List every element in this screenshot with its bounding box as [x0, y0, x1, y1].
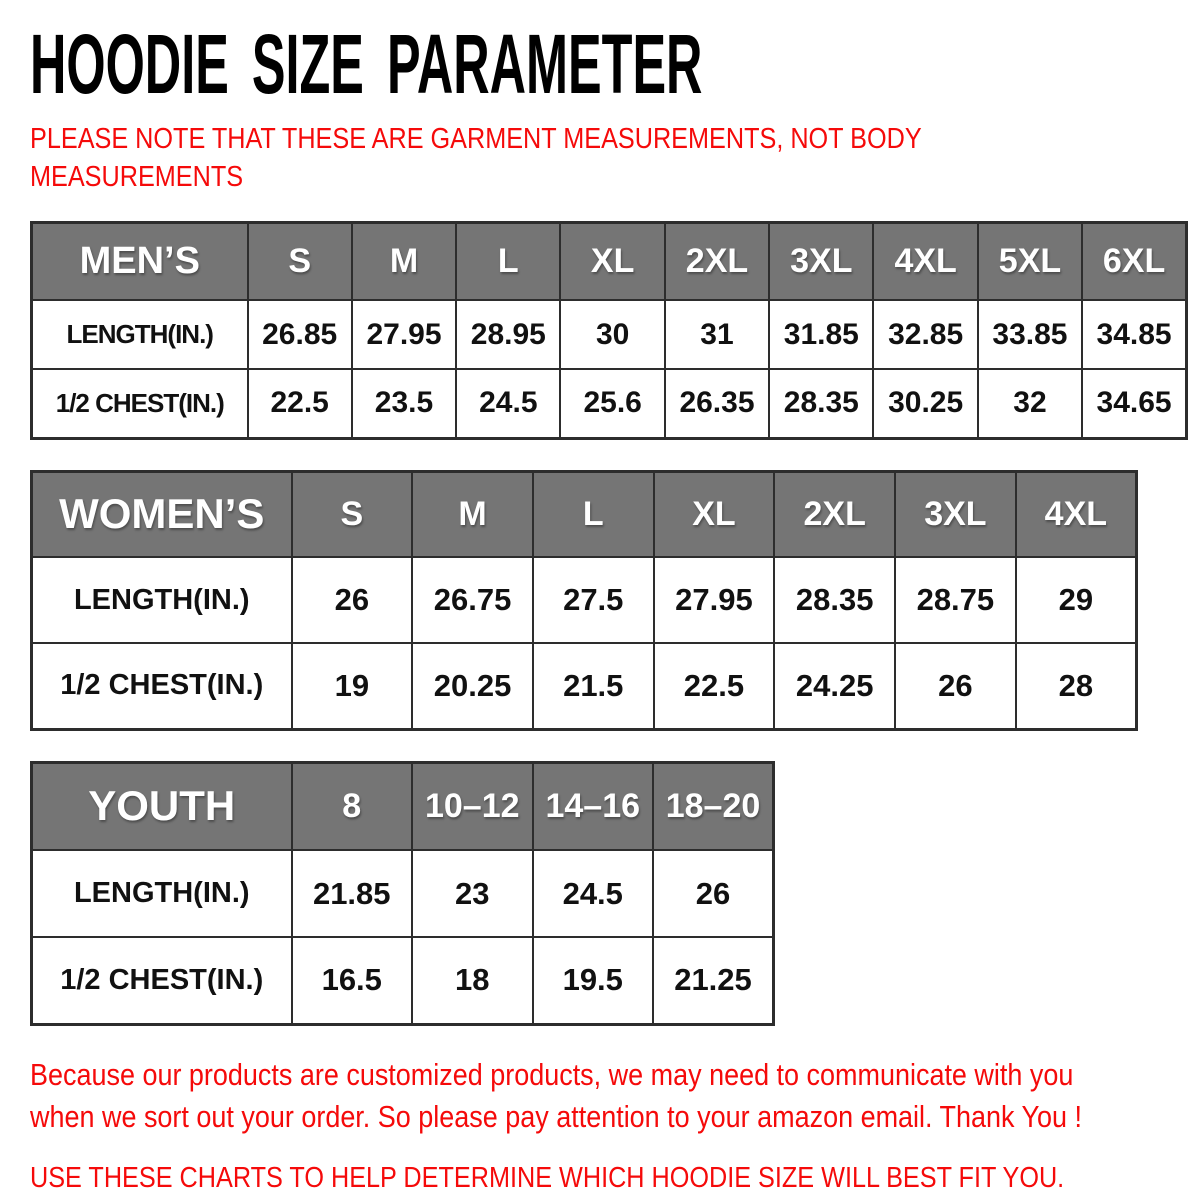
value-cell: 22.5 — [654, 643, 775, 729]
notice-line-1: Because our products are customized products, we may need to communicate with you — [30, 1056, 1074, 1092]
size-header-cell: 18–20 — [653, 762, 774, 850]
value-cell: 26.75 — [412, 557, 533, 643]
youth-header-row — [32, 762, 774, 850]
size-header-cell: S — [248, 222, 352, 300]
measurement-row — [32, 850, 774, 937]
value-cell: 23 — [412, 850, 533, 937]
garment-measurement-note — [30, 120, 1170, 197]
value-cell: 33.85 — [978, 300, 1082, 369]
size-header-cell: 6XL — [1082, 222, 1186, 300]
value-cell: 26 — [292, 557, 413, 643]
size-header-cell: L — [456, 222, 560, 300]
youth-header-label: YOUTH — [32, 762, 292, 850]
value-cell: 29 — [1016, 557, 1137, 643]
size-header-cell: 5XL — [978, 222, 1082, 300]
mens-header-row — [32, 222, 1187, 300]
size-header-cell: 2XL — [665, 222, 769, 300]
mens-size-table — [30, 221, 1188, 440]
usage-instruction-line: USE THESE CHARTS TO HELP DETERMINE WHICH HOODIE SIZE WILL BEST FIT YOU. — [30, 1161, 1065, 1194]
row-label: 1/2 CHEST(IN.) — [32, 937, 292, 1024]
value-cell: 28.35 — [774, 557, 895, 643]
size-header-cell: 4XL — [1016, 471, 1137, 557]
womens-header-row — [32, 471, 1137, 557]
size-header-cell: S — [292, 471, 413, 557]
size-header-cell: 2XL — [774, 471, 895, 557]
size-header-cell: 14–16 — [533, 762, 654, 850]
value-cell: 26 — [895, 643, 1016, 729]
row-label: 1/2 CHEST(IN.) — [32, 369, 248, 438]
page-title: HOODIE SIZE PARAMETER — [30, 17, 703, 111]
value-cell: 27.95 — [654, 557, 775, 643]
size-header-cell: L — [533, 471, 654, 557]
customization-notice — [30, 1054, 1170, 1138]
size-header-cell: M — [352, 222, 456, 300]
value-cell: 16.5 — [292, 937, 413, 1024]
value-cell: 22.5 — [248, 369, 352, 438]
value-cell: 26.85 — [248, 300, 352, 369]
value-cell: 31 — [665, 300, 769, 369]
measurement-row — [32, 643, 1137, 729]
size-header-cell: 8 — [292, 762, 413, 850]
usage-instruction — [30, 1162, 1170, 1195]
value-cell: 30.25 — [873, 369, 977, 438]
value-cell: 31.85 — [769, 300, 873, 369]
value-cell: 24.5 — [533, 850, 654, 937]
row-label: LENGTH(IN.) — [32, 850, 292, 937]
size-header-cell: XL — [560, 222, 664, 300]
value-cell: 23.5 — [352, 369, 456, 438]
mens-header-label: MEN’S — [32, 222, 248, 300]
value-cell: 32.85 — [873, 300, 977, 369]
value-cell: 24.25 — [774, 643, 895, 729]
value-cell: 18 — [412, 937, 533, 1024]
youth-size-table — [30, 761, 775, 1026]
row-label: 1/2 CHEST(IN.) — [32, 643, 292, 729]
value-cell: 21.85 — [292, 850, 413, 937]
value-cell: 28 — [1016, 643, 1137, 729]
measurement-row — [32, 300, 1187, 369]
measurement-row — [32, 369, 1187, 438]
value-cell: 19 — [292, 643, 413, 729]
size-header-cell: M — [412, 471, 533, 557]
value-cell: 34.85 — [1082, 300, 1186, 369]
value-cell: 19.5 — [533, 937, 654, 1024]
value-cell: 27.95 — [352, 300, 456, 369]
value-cell: 20.25 — [412, 643, 533, 729]
value-cell: 27.5 — [533, 557, 654, 643]
size-header-cell: 3XL — [769, 222, 873, 300]
value-cell: 34.65 — [1082, 369, 1186, 438]
notice-line-2: when we sort out your order. So please pay attention to your amazon email. Thank You ! — [30, 1098, 1082, 1134]
row-label: LENGTH(IN.) — [32, 300, 248, 369]
row-label: LENGTH(IN.) — [32, 557, 292, 643]
note-line-1: PLEASE NOTE THAT THESE ARE GARMENT MEASUREMENTS, NOT BODY — [30, 123, 922, 155]
note-line-2: MEASUREMENTS — [30, 161, 244, 194]
value-cell: 26.35 — [665, 369, 769, 438]
value-cell: 25.6 — [560, 369, 664, 438]
value-cell: 28.75 — [895, 557, 1016, 643]
value-cell: 28.35 — [769, 369, 873, 438]
size-header-cell: 10–12 — [412, 762, 533, 850]
womens-header-label: WOMEN’S — [32, 471, 292, 557]
value-cell: 28.95 — [456, 300, 560, 369]
womens-size-table — [30, 470, 1138, 731]
measurement-row — [32, 937, 774, 1024]
value-cell: 32 — [978, 369, 1082, 438]
value-cell: 26 — [653, 850, 774, 937]
size-header-cell: XL — [654, 471, 775, 557]
value-cell: 24.5 — [456, 369, 560, 438]
value-cell: 30 — [560, 300, 664, 369]
value-cell: 21.25 — [653, 937, 774, 1024]
size-header-cell: 4XL — [873, 222, 977, 300]
value-cell: 21.5 — [533, 643, 654, 729]
size-header-cell: 3XL — [895, 471, 1016, 557]
measurement-row — [32, 557, 1137, 643]
